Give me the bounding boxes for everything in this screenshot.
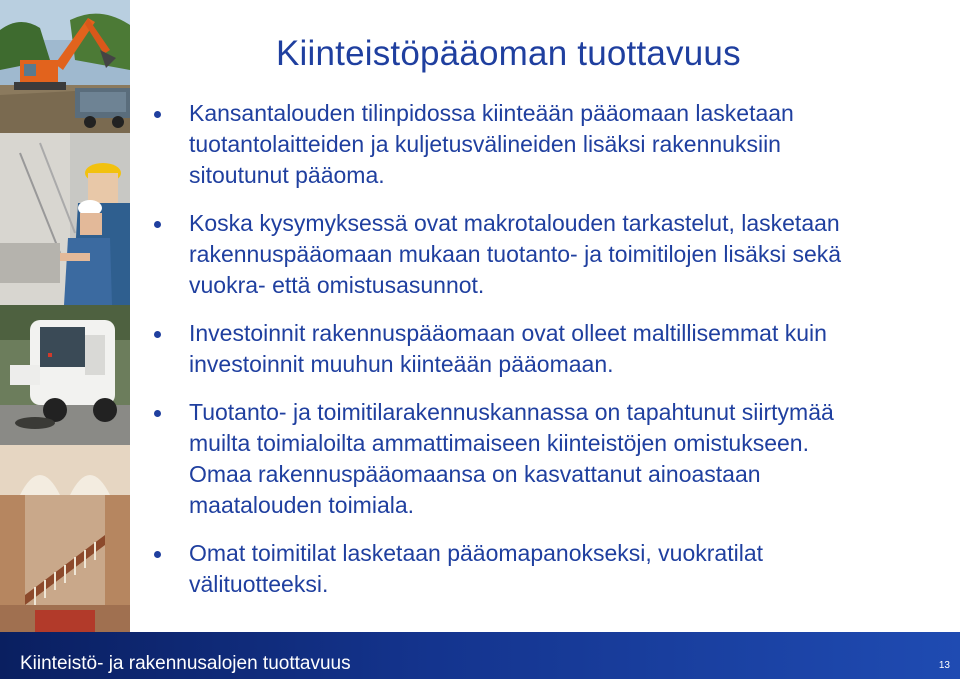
bullet-line: rakennuspääomaan mukaan tuotanto- ja toimitilojen lisäksi sekä [189,241,842,267]
bullet-line: Omaa rakennuspääomaansa on kasvattanut ainoastaan [189,461,761,487]
bullet-line: sitoutunut pääoma. [189,162,385,188]
bullet-dot [154,111,161,118]
slide-title: Kiinteistöpääoman tuottavuus [276,34,741,73]
bullet-item [154,397,944,521]
bullet-line: vuokra- että omistusasunnot. [189,272,485,298]
bullet-dot [154,551,161,558]
bullet-item [154,318,944,380]
page-number: 13 [938,660,950,671]
bullet-line: Kansantalouden tilinpidossa kiinteään pääomaan lasketaan [189,100,794,126]
excavator-photo [0,0,130,133]
bullet-dot [154,331,161,338]
bullet-dot [154,410,161,417]
bullet-line: Omat toimitilat lasketaan pääomapanokseksi, vuokratilat [189,540,764,566]
bullet-line: Tuotanto- ja toimitilarakennuskannassa on tapahtunut siirtymää [189,399,834,425]
bullet-dot [154,221,161,228]
footer-title: Kiinteistö- ja rakennusalojen tuottavuus [20,653,351,674]
footer-bar [0,632,960,679]
bullet-line: maatalouden toimiala. [189,492,415,518]
bullet-line: välituotteeksi. [189,571,329,597]
bullet-item [154,98,944,191]
bullet-item [154,538,944,600]
construction-workers-photo [0,133,130,305]
photo-strip [0,0,130,632]
street-sweeper-photo [0,305,130,445]
bullet-line: tuotantolaitteiden ja kuljetusvälineiden lisäksi rakennuksiin [189,131,781,157]
bullet-line: Koska kysymyksessä ovat makrotalouden tarkastelut, lasketaan [189,210,840,236]
bullet-line: muilta toimialoilta ammattimaiseen kiinteistöjen omistukseen. [189,430,809,456]
bullet-line: investoinnit muuhun kiinteään pääomaan. [189,351,614,377]
bullet-line: Investoinnit rakennuspääomaan ovat olleet maltillisemmat kuin [189,320,827,346]
bullet-list [154,98,944,617]
staircase-interior-photo [0,445,130,632]
bullet-item [154,208,944,301]
